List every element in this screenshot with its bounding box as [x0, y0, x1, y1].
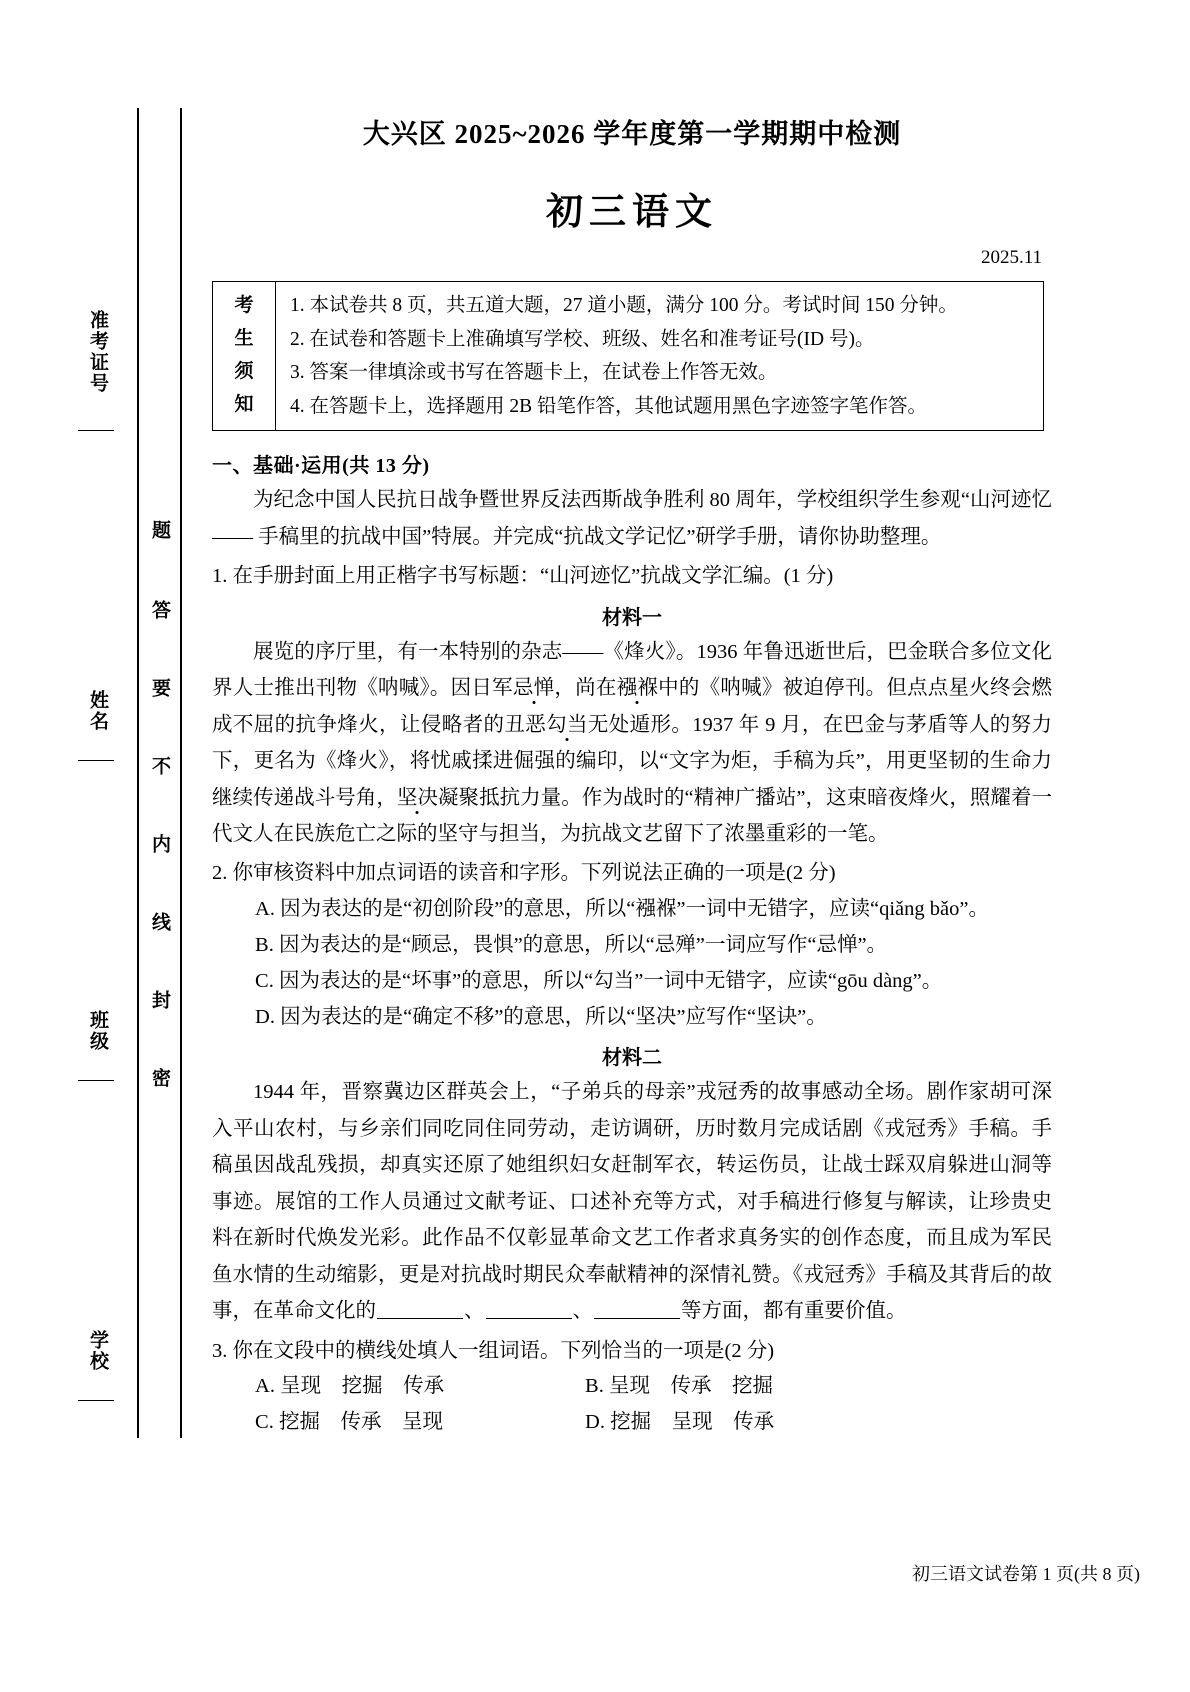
seal-rule-right [180, 108, 182, 1438]
emphasis-word-goudang: 勾当 [546, 713, 588, 736]
material-2-text [212, 1074, 1052, 1329]
seal-field-school: 学校 [87, 1330, 108, 1372]
notice-item-4: 4. 在答题卡上，选择题用 2B 铅笔作答，其他试题用黑色字迹签字笔作答。 [290, 395, 928, 417]
notice-body [276, 282, 1043, 430]
exam-date: 2025.11 [980, 247, 1042, 268]
seal-char-mi: 密 [149, 1068, 170, 1089]
seal-field-exam-number: 准考证号 [87, 310, 108, 394]
seal-char-nei: 内 [149, 834, 170, 855]
seal-char-da: 答 [149, 600, 170, 621]
question-1: 1. 在手册封面上用正楷字书写标题：“山河迹忆”抗战文学汇编。(1 分) [212, 565, 834, 588]
section-one-intro: 为纪念中国人民抗日战争暨世界反法西斯战争胜利 80 周年，学校组织学生参观“山河迹忆 —— 手稿里的抗战中国”特展。并完成“抗战文学记忆”研学手册，请你协助整理。 [212, 489, 1052, 548]
material-2-part-2: 、 [464, 1300, 485, 1323]
page-title: 大兴区 2025~2026 学年度第一学期期中检测 [362, 119, 902, 149]
emphasis-word-jidan: 忌惮 [512, 677, 555, 700]
section-heading-one: 一、基础·运用(共 13 分) [212, 455, 430, 478]
fill-blank-3[interactable] [594, 1318, 680, 1319]
seal-rule-left [137, 108, 139, 1438]
material-2-part-3: 、 [572, 1300, 593, 1323]
seal-underline-school [78, 1400, 114, 1401]
seal-field-name: 姓名 [87, 690, 108, 732]
emphasis-word-qiangbao: 襁褓 [616, 677, 659, 700]
notice-item-3: 3. 答案一律填涂或书写在答题卡上，在试卷上作答无效。 [290, 362, 778, 384]
notice-label-char-2: 生 [234, 328, 254, 350]
question-3-option-a[interactable]: A. 呈现 挖掘 传承 [255, 1375, 445, 1398]
seal-char-ti: 题 [149, 520, 170, 541]
seal-char-yao: 要 [149, 678, 170, 699]
seal-char-bu: 不 [149, 756, 170, 777]
seal-char-feng: 封 [149, 990, 170, 1011]
notice-label-column [213, 282, 276, 430]
emphasis-word-jianjue: 坚决 [396, 786, 438, 809]
material-2-part-1: 1944 年，晋察冀边区群英会上，“子弟兵的母亲”戎冠秀的故事感动全场。剧作家胡可深入平山农村，与乡亲们同吃同住同劳动，走访调研，历时数月完成话剧《戎冠秀》手稿。手稿虽因战乱残损，却真实还原了她组织妇女赶制军衣，转运伤员，让战士踩双肩躲进山洞等事迹。展馆的工作人员通过文献考证、口述补充等方式，对手稿进行修复与解读，让珍贵史料在新时代焕发光彩。此作品不仅彰显革命文艺工作者求真务实的创作态度，而且成为军民鱼水情的生动缩影，更是对抗战时期民众奉献精神的深情礼赞。《戎冠秀》手稿及其背后的故事，在革命文化的 [212, 1081, 1052, 1323]
subject-title: 初三语文 [546, 192, 718, 233]
seal-field-class: 班级 [87, 1010, 108, 1052]
question-3-options-row-1 [255, 1369, 1052, 1405]
question-2-option-c[interactable]: C. 因为表达的是“坏事”的意思，所以“勾当”一词中无错字，应读“gōu dàng”。 [255, 969, 943, 992]
notice-item-1: 1. 本试卷共 8 页，共五道大题，27 道小题，满分 100 分。考试时间 150 分钟。 [290, 295, 958, 316]
material-1-seg-2: ，尚在 [554, 677, 617, 700]
page-footer: 初三语文试卷第 1 页(共 8 页) [912, 1564, 1140, 1584]
material-1-seg-1: 展览的序厅里，有一本特别的杂志——《烽火》。1936 年鲁迅逝世后，巴金联合多位文化界人士推出刊物《呐喊》。因日军 [212, 640, 1052, 700]
material-2-heading: 材料二 [602, 1047, 662, 1070]
question-3-stem: 3. 你在文段中的横线处填人一组词语。下列恰当的一项是(2 分) [212, 1339, 775, 1362]
seal-underline-class [78, 1080, 114, 1081]
material-2-part-4: 等方面，都有重要价值。 [681, 1300, 907, 1323]
material-1-seg-5: 凝聚抵抗力量。作为战时的“精神广播站”，这束暗夜烽火，照耀着一代文人在民族危亡之际的坚守与担当，为抗战文艺留下了浓墨重彩的一笔。 [212, 786, 1053, 845]
notice-item-2: 2. 在试卷和答题卡上准确填写学校、班级、姓名和准考证号(ID 号)。 [290, 328, 875, 350]
question-2-option-d[interactable]: D. 因为表达的是“确定不移”的意思，所以“坚决”应写作“坚诀”。 [255, 1005, 827, 1028]
question-3-options-row-2 [255, 1405, 1052, 1441]
question-3-option-d[interactable]: D. 挖掘 呈现 传承 [585, 1411, 775, 1434]
fill-blank-1[interactable] [377, 1318, 463, 1319]
question-2-option-a[interactable]: A. 因为表达的是“初创阶段”的意思，所以“襁褓”一词中无错字，应读“qiǎng bǎo”。 [255, 897, 989, 920]
material-1-text [212, 634, 1052, 853]
material-1-seg-4: 无处遁形。1937 年 9 月，在巴金与茅盾等人的努力下，更名为《烽火》，将忧戚揉进倔强的编印，以“文字为炬，手稿为兵”，用更坚韧的生命力继续传递战斗号角， [212, 713, 1053, 809]
material-1-heading: 材料一 [602, 606, 662, 629]
notice-label-char-1: 考 [234, 295, 254, 317]
seal-underline-exam-number [78, 430, 114, 431]
material-1-seg-3: 中的《呐喊》被迫停刊。但点点星火终会燃成不屈的抗争烽火，让侵略者的丑恶 [212, 677, 1053, 736]
seal-underline-name [78, 760, 114, 761]
notice-label-char-3: 须 [234, 361, 254, 383]
question-2-option-b[interactable]: B. 因为表达的是“顾忌，畏惧”的意思，所以“忌殚”一词应写作“忌惮”。 [255, 933, 888, 956]
question-2-stem: 2. 你审核资料中加点词语的读音和字形。下列说法正确的一项是(2 分) [212, 862, 836, 885]
content-column [212, 0, 1052, 1441]
notice-label-char-4: 知 [234, 394, 254, 416]
seal-strip [0, 0, 195, 1692]
notice-box [212, 281, 1044, 431]
question-3-option-b[interactable]: B. 呈现 传承 挖掘 [585, 1375, 773, 1398]
seal-char-xian: 线 [149, 912, 170, 933]
fill-blank-2[interactable] [486, 1318, 572, 1319]
question-3-option-c[interactable]: C. 挖掘 传承 呈现 [255, 1411, 443, 1434]
